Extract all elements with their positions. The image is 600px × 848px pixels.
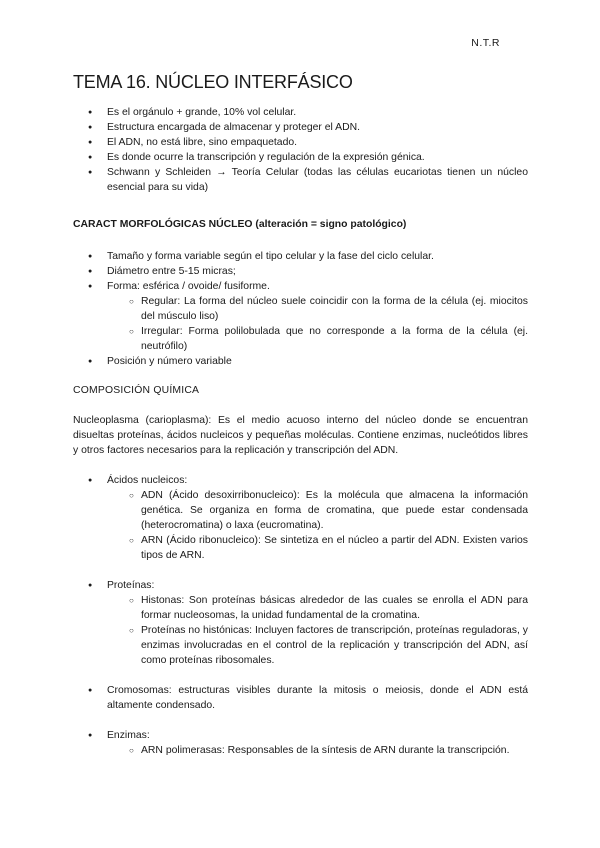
sublist-item: ○ Irregular: Forma polilobulada que no corresponde a la forma de la célula (ej. neutrófilo) [107,324,528,354]
shape-sublist [107,294,528,354]
morph-heading: CARACT MORFOLÓGICAS NÚCLEO (alteración = signo patológico) [73,219,407,230]
list-item: ● Schwann y Schleiden → Teoría Celular (todas las células eucariotas tienen un núcleo esencial para su vida) [73,165,528,195]
sublist-item: ○ ADN (Ácido desoxirribonucleico): Es la molécula que almacena la información genética. Se organiza en forma de cromatina, que puede estar condensada (heterocromatina) o laxa (eucromatina). [107,488,528,533]
morph-list [73,249,528,369]
page-title: TEMA 16. NÚCLEO INTERFÁSICO [73,72,353,92]
list-item-text: Forma: esférica / ovoide/ fusiforme. [107,281,270,292]
chromosomes-list [73,683,528,713]
list-item: ● Cromosomas: estructuras visibles durante la mitosis o meiosis, donde el ADN está altamente condensado. [73,683,528,713]
author-initials: N.T.R [471,37,500,49]
list-item-label: Proteínas: [107,580,155,591]
sublist-item: ○ Regular: La forma del núcleo suele coincidir con la forma de la célula (ej. miocitos del músculo liso) [107,294,528,324]
acids-sublist [107,488,528,563]
document-body [73,105,528,758]
list-item-label: Ácidos nucleicos: [107,475,188,486]
acids-list [73,473,528,563]
list-item: ● El ADN, no está libre, sino empaquetado. [73,135,528,150]
enzymes-list [73,728,528,758]
list-item [73,473,528,563]
sublist-item: ○ ARN polimerasas: Responsables de la síntesis de ARN durante la transcripción. [107,743,528,758]
list-item: ● Estructura encargada de almacenar y proteger el ADN. [73,120,528,135]
list-item [73,578,528,668]
sublist-item: ○ Proteínas no histónicas: Incluyen factores de transcripción, proteínas reguladoras, y enzimas involucradas en el control de la replicación y transcripción del ADN, así como proteínas ribosomales. [107,623,528,668]
sublist-item: ○ ARN (Ácido ribonucleico): Se sintetiza en el núcleo a partir del ADN. Existen varios tipos de ARN. [107,533,528,563]
list-item [73,728,528,758]
list-item-label: Enzimas: [107,730,150,741]
chem-heading: COMPOSICIÓN QUÍMICA [73,385,200,396]
enzymes-sublist [107,743,528,758]
intro-list [73,105,528,195]
proteins-sublist [107,593,528,668]
list-item: ● Posición y número variable [73,354,528,369]
list-item: ● Es el orgánulo + grande, 10% vol celular. [73,105,528,120]
list-item: ● Es donde ocurre la transcripción y regulación de la expresión génica. [73,150,528,165]
sublist-item: ○ Histonas: Son proteínas básicas alrededor de las cuales se enrolla el ADN para formar nucleosomas, la unidad fundamental de la cromatina. [107,593,528,623]
list-item: ● Tamaño y forma variable según el tipo celular y la fase del ciclo celular. [73,249,528,264]
list-item: ● Diámetro entre 5-15 micras; [73,264,528,279]
proteins-list [73,578,528,668]
nucleoplasm-paragraph: Nucleoplasma (carioplasma): Es el medio acuoso interno del núcleo donde se encuentran disueltas proteínas, ácidos nucleicos y pequeñas moléculas. Contiene enzimas, nucleótidos libres y otros factores necesarios para la replicación y transcripción del ADN. [73,415,528,456]
list-item [73,279,528,354]
